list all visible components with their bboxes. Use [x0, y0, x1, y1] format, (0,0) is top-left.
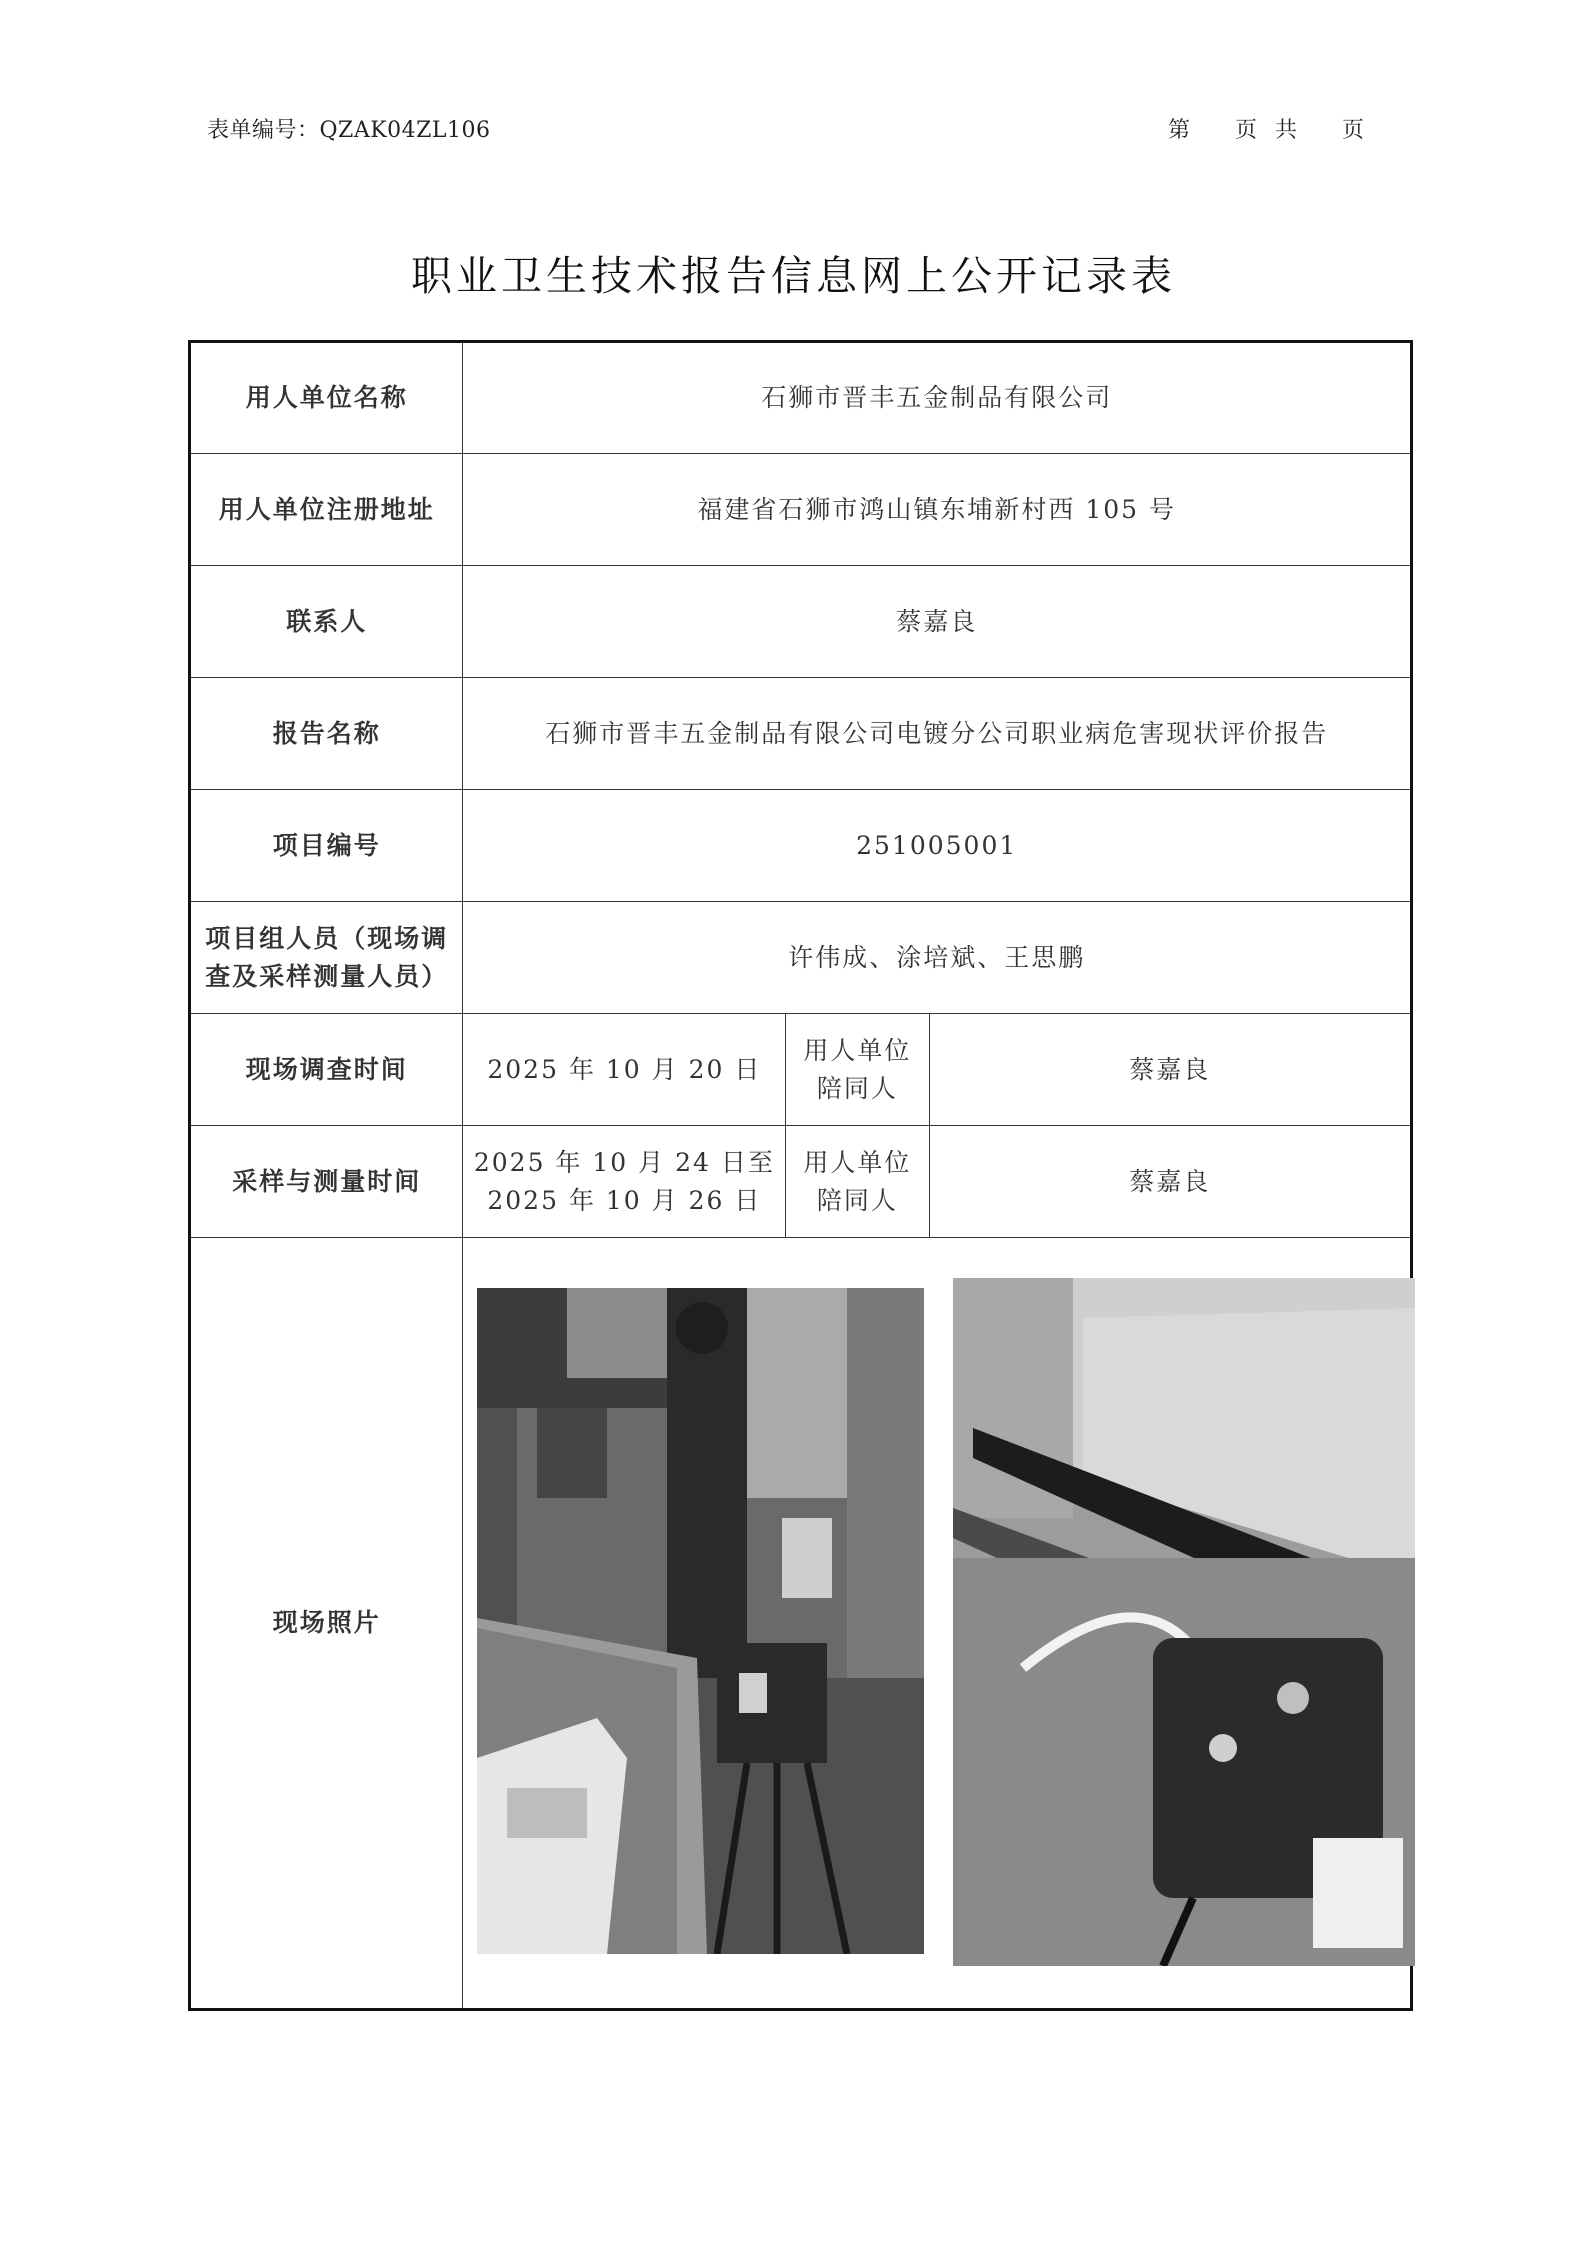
row-project	[190, 790, 1412, 902]
team-label-line-1: 项目组人员（现场调	[205, 923, 449, 953]
survey-label: 现场调查时间	[190, 1014, 463, 1126]
page-indicator	[1168, 113, 1364, 144]
row-sampling	[190, 1126, 1412, 1238]
sampling-label: 采样与测量时间	[190, 1126, 463, 1238]
row-address	[190, 454, 1412, 566]
team-value: 许伟成、涂培斌、王思鹏	[463, 902, 1412, 1014]
row-photos	[190, 1238, 1412, 2010]
contact-label: 联系人	[190, 566, 463, 678]
sampling-dates	[463, 1126, 786, 1238]
survey-escort-label-line-1: 用人单位	[803, 1035, 912, 1065]
page-ye: 页	[1235, 118, 1258, 143]
site-photo-2-image	[953, 1278, 1415, 1966]
company-value: 石狮市晋丰五金制品有限公司	[463, 342, 1412, 454]
team-label-line-2: 查及采样测量人员）	[205, 961, 449, 991]
project-value: 251005001	[463, 790, 1412, 902]
sampling-escort-label-line-1: 用人单位	[803, 1147, 912, 1177]
document-title: 职业卫生技术报告信息网上公开记录表	[411, 252, 1176, 300]
report-label: 报告名称	[190, 678, 463, 790]
survey-escort-label-line-2: 陪同人	[816, 1073, 898, 1103]
site-photo-2	[953, 1278, 1415, 1966]
report-value: 石狮市晋丰五金制品有限公司电镀分公司职业病危害现状评价报告	[463, 678, 1412, 790]
page-di: 第	[1168, 118, 1191, 143]
company-label: 用人单位名称	[190, 342, 463, 454]
sampling-date-end: 2025 年 10 月 26 日	[487, 1185, 762, 1215]
page-ye-total: 页	[1342, 118, 1365, 143]
sampling-escort-label-line-2: 陪同人	[816, 1185, 898, 1215]
sampling-escort-value: 蔡嘉良	[929, 1126, 1411, 1238]
row-company	[190, 342, 1412, 454]
photo-cell	[463, 1238, 1412, 2010]
sampling-date-start: 2025 年 10 月 24 日至	[473, 1147, 775, 1177]
site-photo-1-image	[477, 1288, 924, 1954]
survey-date: 2025 年 10 月 20 日	[463, 1014, 786, 1126]
sampling-escort-label	[786, 1126, 929, 1238]
team-label	[190, 902, 463, 1014]
record-table	[188, 340, 1413, 2011]
survey-escort-label	[786, 1014, 929, 1126]
page-gong: 共	[1275, 118, 1298, 143]
address-label: 用人单位注册地址	[190, 454, 463, 566]
row-survey	[190, 1014, 1412, 1126]
contact-value: 蔡嘉良	[463, 566, 1412, 678]
row-team	[190, 902, 1412, 1014]
row-contact	[190, 566, 1412, 678]
project-label: 项目编号	[190, 790, 463, 902]
form-number: 表单编号：QZAK04ZL106	[207, 118, 491, 143]
address-value: 福建省石狮市鸿山镇东埔新村西 105 号	[463, 454, 1412, 566]
photo-label: 现场照片	[190, 1238, 463, 2010]
photo-container	[463, 1238, 1410, 2008]
site-photo-1	[477, 1288, 924, 1954]
row-report	[190, 678, 1412, 790]
survey-escort-value: 蔡嘉良	[929, 1014, 1411, 1126]
